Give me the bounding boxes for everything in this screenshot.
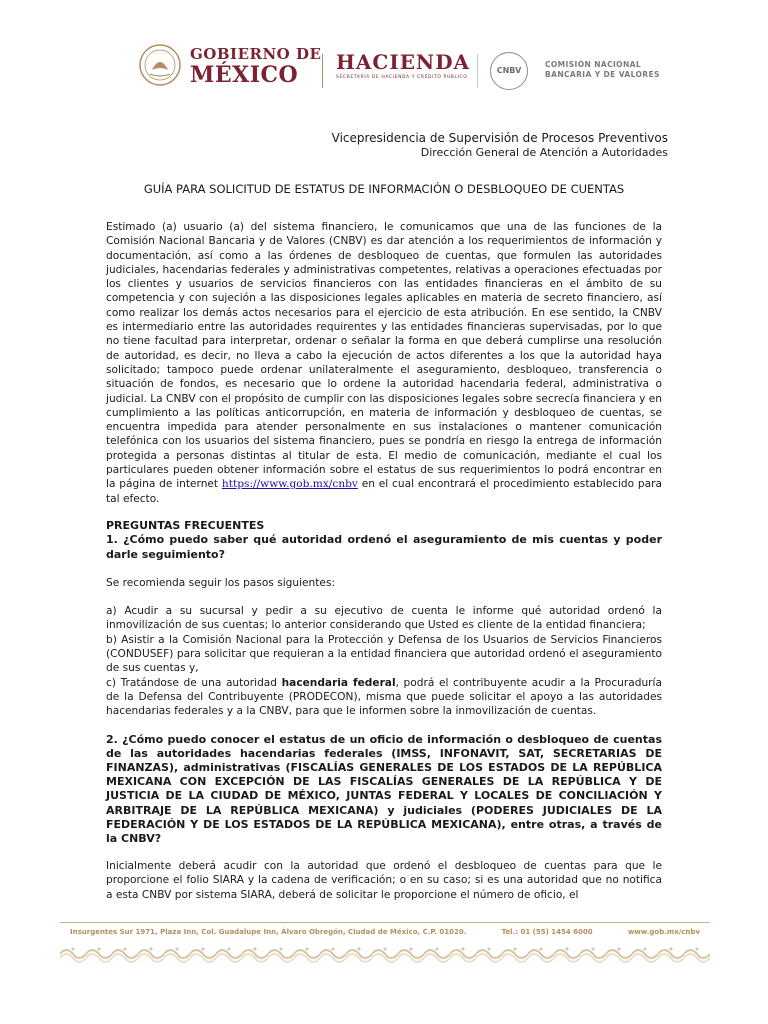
step-c xyxy=(106,676,662,719)
question-1: 1. ¿Cómo puedo saber qué autoridad ordenó el aseguramiento de mis cuentas y poder darle seguimiento? xyxy=(106,533,662,561)
cnbv-website-link[interactable]: https://www.gob.mx/cnbv xyxy=(221,478,358,491)
step-a: a) Acudir a su sucursal y pedir a su ejecutivo de cuenta le informe qué autoridad ordenó la inmovilización de sus cuentas; lo anterior considerando que Usted es cliente de la entidad financiera; xyxy=(106,605,662,632)
hacienda-logo xyxy=(336,52,470,80)
document-body xyxy=(106,220,662,902)
logo-divider xyxy=(477,54,478,88)
vicepresidencia: Vicepresidencia de Supervisión de Procesos Preventivos xyxy=(331,131,668,145)
cnbv-name xyxy=(545,60,660,80)
gobierno-de-mexico-logo xyxy=(190,47,321,86)
direccion-general: Dirección General de Atención a Autoridades xyxy=(420,146,668,159)
cnbv-logo-icon: CNBV xyxy=(490,52,528,90)
footer-phone: Tel.: 01 (55) 1454 6000 xyxy=(501,928,593,936)
logo-divider xyxy=(322,54,323,88)
cnbv-line-1: COMISIÓN NACIONAL xyxy=(545,60,642,69)
gobierno-line-2: MÉXICO xyxy=(190,62,299,88)
hacienda-title: HACIENDA xyxy=(336,50,471,74)
footer-web: www.gob.mx/cnbv xyxy=(627,928,700,936)
step-c-bold: hacendaria federal xyxy=(281,676,396,689)
intro-text: Estimado (a) usuario (a) del sistema financiero, le comunicamos que una de las funciones de la Comisión Nacional Bancaria y de Valores (CNBV) es dar atención a los requerimientos de información y documentación, así como a las órdenes de desbloqueo de cuentas, que formulen las autoridades judiciales, hacendarias federales y administrativas competentes, relativas a operaciones efectuadas por los clientes y usuarios de servicios financieros con las entidades financieras en el ámbito de su competencia y con sujeción a las disposiciones legales aplicables en materia de secreto financiero, así como realizar los demás actos necesarios para el ejercicio de esta atribución. En ese sentido, la CNBV es intermediario entre las autoridades requirentes y las entidades financieras supervisadas, por lo que no tiene facultad para interpretar, ordenar o señalar la forma en que deberá cumplirse una resolución de autoridad, es decir, no lleva a cabo la ejecución de actos diferentes a los que la autoridad haya solicitado; tampoco puede ordenar unilateralmente el aseguramiento, desbloqueo, transferencia o situación de fondos, es necesario que lo ordene la autoridad hacendaria federal, administrativa o judicial. La CNBV con el propósito de cumplir con las disposiciones legales sobre secrecía financiera y en cumplimiento a las políticas anticorrupción, en materia de información y desbloqueo de cuentas, se encuentra impedida para atender personalmente en sus instalaciones o mantener comunicación telefónica con los usuarios del sistema financiero, pues se pondría en riesgo la entrega de información protegida a personas distintas al titular de esta. El medio de comunicación, mediante el cual los particulares pueden obtener información sobre el estatus de sus requerimientos lo podrá encontrar en la página de internet xyxy=(106,221,662,491)
footer-divider xyxy=(60,922,710,923)
intro-tail: en el cual encontrará el procedimiento establecido para tal efecto. xyxy=(106,478,662,505)
faq-heading: PREGUNTAS FRECUENTES xyxy=(106,518,265,532)
page-footer xyxy=(60,922,710,968)
national-seal-icon xyxy=(138,40,182,90)
intro-paragraph xyxy=(106,220,662,506)
step-b: b) Asistir a la Comisión Nacional para la Protección y Defensa de los Usuarios de Servicios Financieros (CONDUSEF) para solicitar que requieran a la entidad financiera que autoridad ordenó el aseguramiento de sus cuentas y, xyxy=(106,633,662,675)
issuing-office xyxy=(332,131,668,160)
gobierno-line-1: GOBIERNO DE xyxy=(190,45,322,63)
decorative-pattern-band xyxy=(60,944,710,964)
question-1-lead: Se recomienda seguir los pasos siguientes: xyxy=(106,576,336,589)
step-c-post: , podrá el contribuyente acudir a la Procuraduría de la Defensa del Contribuyente (PRODECON), misma que puede solicitar el apoyo a las autoridades hacendarias federales y a la CNBV, para que le informen sobre la inmovilización de cuentas. xyxy=(106,676,662,718)
document-title: GUÍA PARA SOLICITUD DE ESTATUS DE INFORMACIÓN O DESBLOQUEO DE CUENTAS xyxy=(143,182,625,196)
question-2: 2. ¿Cómo puedo conocer el estatus de un oficio de información o desbloqueo de cuentas de las autoridades hacendarias federales (IMSS, INFONAVIT, SAT, SECRETARIAS DE FINANZAS), administrativas (FISCALÍAS GENERALES DE LOS ESTADOS DE LA REPÚBLICA MEXICANA CON EXCEPCIÓN DE LAS FISCALÍAS GENERALES DE LA REPÚBLICA Y DE JUSTICIA DE LA CIUDAD DE MÉXICO, JUNTAS FEDERAL Y LOCALES DE CONCILIACIÓN Y ARBITRAJE DE LA REPÚBLICA MEXICANA) y judiciales (PODERES JUDICIALES DE LA FEDERACIÓN Y DE LOS ESTADOS DE LA REPÚBLICA MEXICANA), entre otras, a través de la CNBV? xyxy=(106,732,662,845)
footer-contact xyxy=(60,928,710,936)
question-2-answer: Inicialmente deberá acudir con la autoridad que ordenó el desbloqueo de cuentas para que le proporcione el folio SIARA y la cadena de verificación; o en su caso; si es una autoridad que no notifica a esta CNBV por sistema SIARA, deberá de solicitar le proporcione el número de oficio, el xyxy=(106,860,662,901)
hacienda-subtitle: SECRETARÍA DE HACIENDA Y CRÉDITO PÚBLICO xyxy=(336,75,468,80)
step-c-pre: c) Tratándose de una autoridad xyxy=(106,676,282,689)
letterhead xyxy=(130,34,660,102)
footer-address: Insurgentes Sur 1971, Plaza Inn, Col. Guadalupe Inn, Álvaro Obregón, Ciudad de México, C.P. 01020. xyxy=(70,928,467,936)
cnbv-line-2: BANCARIA Y DE VALORES xyxy=(545,70,660,80)
